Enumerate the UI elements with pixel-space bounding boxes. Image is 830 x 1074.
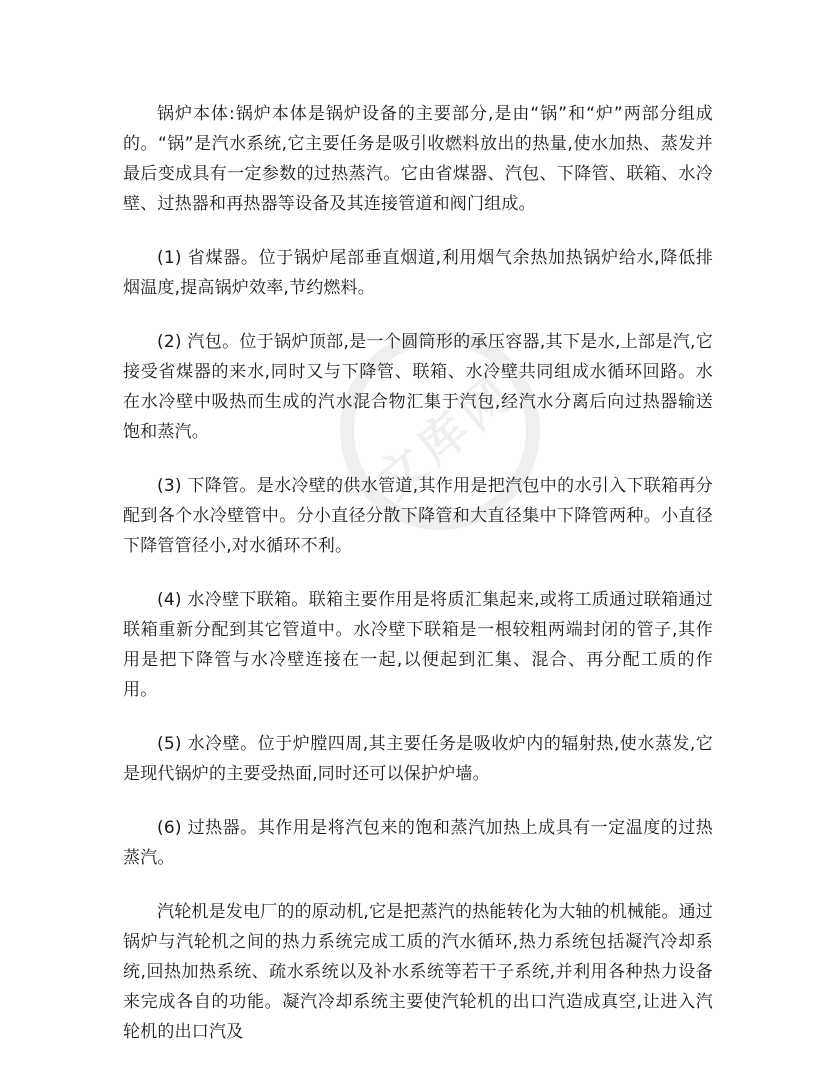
paragraph-lower-header: (4) 水冷壁下联箱。联箱主要作用是将质汇集起来,或将工质通过联箱通过联箱重新分配到其它管道中。水冷壁下联箱是一根较粗两端封闭的管子,其作用是把下降管与水冷壁连接在一起,以便起到汇集、混合、再分配工质的作用。 [123, 590, 713, 700]
paragraph-superheater: (6) 过热器。其作用是将汽包来的饱和蒸汽加热上成具有一定温度的过热蒸汽。 [123, 818, 713, 868]
paragraph-steam-turbine: 汽轮机是发电厂的的原动机,它是把蒸汽的热能转化为大轴的机械能。通过锅炉与汽轮机之间的热力系统完成工质的汽水循环,热力系统包括凝汽冷却系统,回热加热系统、疏水系统以及补水系统等若干子系统,并利用各种热力设备来完成各自的功能。凝汽冷却系统主要使汽轮机的出口汽造成真空,让进入汽轮机的出口汽及 [123, 902, 714, 1042]
paragraph-steam-drum: (2) 汽包。位于锅炉顶部,是一个圆筒形的承压容器,其下是水,上部是汽,它接受省煤器的来水,同时又与下降管、联箱、水冷壁共同组成水循环回路。水在水冷壁中吸热而生成的汽水混合物汇集于汽包,经汽水分离后向过热器输送饱和蒸汽。 [123, 332, 713, 442]
paragraph-boiler-body: 锅炉本体:锅炉本体是锅炉设备的主要部分,是由“锅”和“炉”两部分组成的。“锅”是汽水系统,它主要任务是吸引收燃料放出的热量,使水加热、蒸发并最后变成具有一定参数的过热蒸汽。它由省煤器、汽包、下降管、联箱、水冷壁、过热器和再热器等设备及其连接管道和阀门组成。 [123, 104, 713, 214]
document-body [123, 99, 713, 1071]
paragraph-economizer: (1) 省煤器。位于锅炉尾部垂直烟道,利用烟气余热加热锅炉给水,降低排烟温度,提高锅炉效率,节约燃料。 [123, 248, 713, 298]
watermark-text: 文库网 [365, 363, 526, 511]
paragraph-downcomer: (3) 下降管。是水冷壁的供水管道,其作用是把汽包中的水引入下联箱再分配到各个水冷壁管中。分小直径分散下降管和大直径集中下降管两种。小直径下降管管径小,对水循环不利。 [123, 476, 713, 556]
paragraph-water-wall: (5) 水冷壁。位于炉膛四周,其主要任务是吸收炉内的辐射热,使水蒸发,它是现代锅炉的主要受热面,同时还可以保护炉墙。 [123, 734, 713, 784]
